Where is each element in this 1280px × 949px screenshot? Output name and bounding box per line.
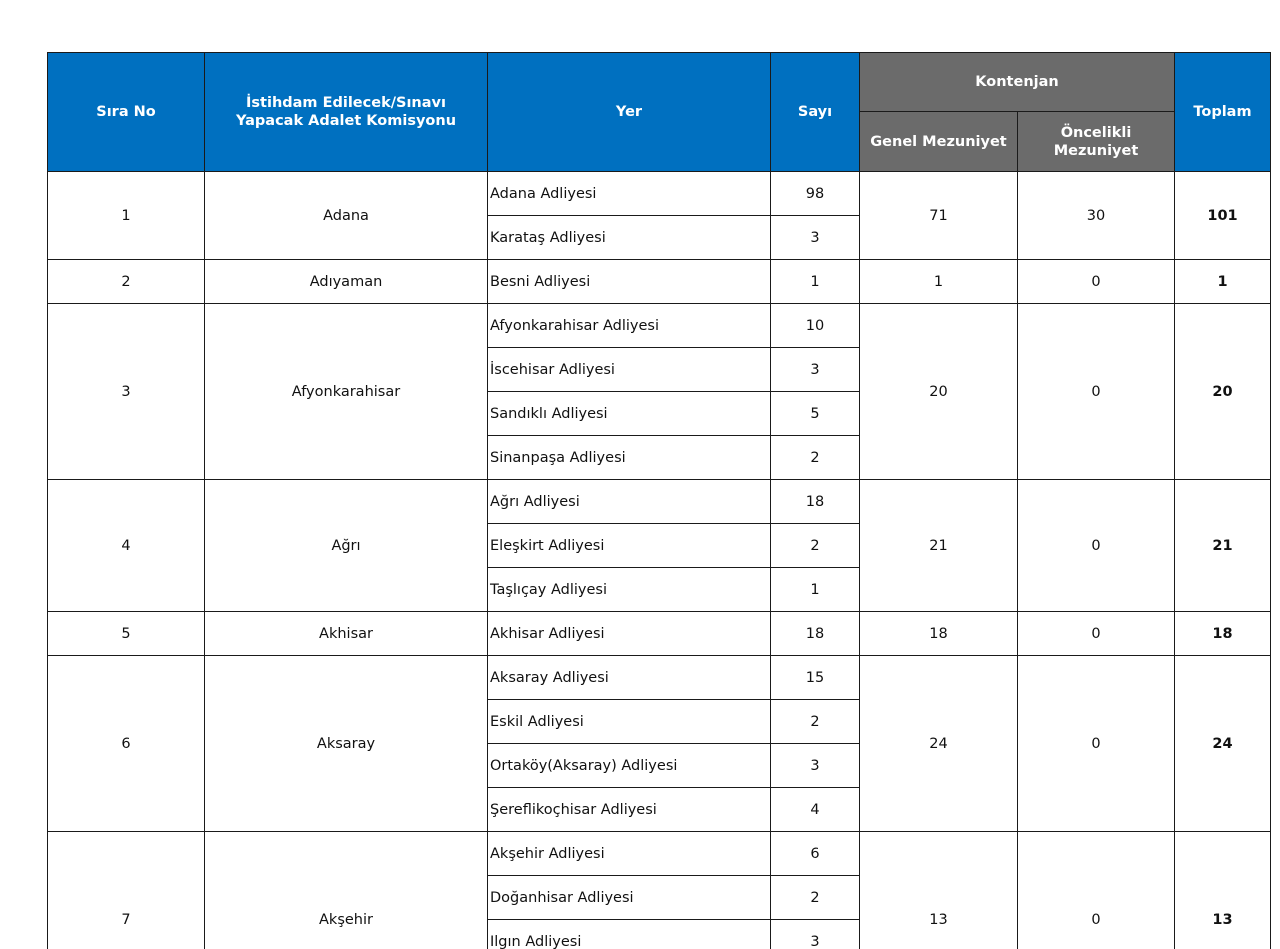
sayi-cell: 2 — [771, 700, 860, 744]
header-sayi: Sayı — [771, 53, 860, 172]
yer-cell: Ortaköy(Aksaray) Adliyesi — [488, 744, 771, 788]
yer-cell: Karataş Adliyesi — [488, 216, 771, 260]
table-row — [48, 612, 1271, 656]
sayi-cell: 2 — [771, 436, 860, 480]
sayi-cell: 3 — [771, 744, 860, 788]
sira-no-cell: 4 — [48, 480, 205, 612]
sayi-cell: 6 — [771, 832, 860, 876]
yer-cell: Afyonkarahisar Adliyesi — [488, 304, 771, 348]
oncelikli-mezuniyet-cell: 0 — [1018, 656, 1175, 832]
sira-no-cell: 6 — [48, 656, 205, 832]
yer-cell: Aksaray Adliyesi — [488, 656, 771, 700]
header-genel-mezuniyet: Genel Mezuniyet — [860, 112, 1018, 172]
sayi-cell: 1 — [771, 260, 860, 304]
yer-cell: Ilgın Adliyesi — [488, 920, 771, 949]
genel-mezuniyet-cell: 13 — [860, 832, 1018, 949]
sayi-cell: 3 — [771, 920, 860, 949]
sayi-cell: 2 — [771, 876, 860, 920]
komisyon-cell: Akhisar — [205, 612, 488, 656]
yer-cell: Sinanpaşa Adliyesi — [488, 436, 771, 480]
oncelikli-mezuniyet-cell: 0 — [1018, 612, 1175, 656]
yer-cell: İscehisar Adliyesi — [488, 348, 771, 392]
sira-no-cell: 1 — [48, 172, 205, 260]
table-row — [48, 832, 1271, 876]
genel-mezuniyet-cell: 24 — [860, 656, 1018, 832]
yer-cell: Şereflikoçhisar Adliyesi — [488, 788, 771, 832]
komisyon-cell: Adana — [205, 172, 488, 260]
genel-mezuniyet-cell: 21 — [860, 480, 1018, 612]
yer-cell: Taşlıçay Adliyesi — [488, 568, 771, 612]
yer-cell: Akşehir Adliyesi — [488, 832, 771, 876]
komisyon-cell: Ağrı — [205, 480, 488, 612]
oncelikli-mezuniyet-cell: 0 — [1018, 480, 1175, 612]
oncelikli-mezuniyet-cell: 0 — [1018, 832, 1175, 949]
table-body — [48, 172, 1271, 949]
sayi-cell: 98 — [771, 172, 860, 216]
sayi-cell: 10 — [771, 304, 860, 348]
yer-cell: Adana Adliyesi — [488, 172, 771, 216]
table-row — [48, 172, 1271, 216]
sayi-cell: 1 — [771, 568, 860, 612]
yer-cell: Eleşkirt Adliyesi — [488, 524, 771, 568]
oncelikli-mezuniyet-cell: 30 — [1018, 172, 1175, 260]
yer-cell: Besni Adliyesi — [488, 260, 771, 304]
header-oncelikli-mezuniyet: Öncelikli Mezuniyet — [1018, 112, 1175, 172]
table-row — [48, 480, 1271, 524]
toplam-cell: 21 — [1175, 480, 1271, 612]
sira-no-cell: 7 — [48, 832, 205, 949]
table-row — [48, 260, 1271, 304]
toplam-cell: 24 — [1175, 656, 1271, 832]
komisyon-cell: Afyonkarahisar — [205, 304, 488, 480]
sayi-cell: 15 — [771, 656, 860, 700]
header-toplam: Toplam — [1175, 53, 1271, 172]
yer-cell: Sandıklı Adliyesi — [488, 392, 771, 436]
toplam-cell: 18 — [1175, 612, 1271, 656]
kontenjan-table — [47, 52, 1271, 949]
table-row — [48, 656, 1271, 700]
oncelikli-mezuniyet-cell: 0 — [1018, 260, 1175, 304]
toplam-cell: 1 — [1175, 260, 1271, 304]
sayi-cell: 18 — [771, 480, 860, 524]
yer-cell: Akhisar Adliyesi — [488, 612, 771, 656]
toplam-cell: 101 — [1175, 172, 1271, 260]
genel-mezuniyet-cell: 71 — [860, 172, 1018, 260]
sayi-cell: 3 — [771, 348, 860, 392]
header-kontenjan: Kontenjan — [860, 53, 1175, 112]
yer-cell: Ağrı Adliyesi — [488, 480, 771, 524]
header-yer: Yer — [488, 53, 771, 172]
genel-mezuniyet-cell: 18 — [860, 612, 1018, 656]
komisyon-cell: Adıyaman — [205, 260, 488, 304]
sayi-cell: 4 — [771, 788, 860, 832]
sayi-cell: 5 — [771, 392, 860, 436]
oncelikli-mezuniyet-cell: 0 — [1018, 304, 1175, 480]
toplam-cell: 20 — [1175, 304, 1271, 480]
toplam-cell: 13 — [1175, 832, 1271, 949]
sira-no-cell: 5 — [48, 612, 205, 656]
genel-mezuniyet-cell: 20 — [860, 304, 1018, 480]
yer-cell: Doğanhisar Adliyesi — [488, 876, 771, 920]
genel-mezuniyet-cell: 1 — [860, 260, 1018, 304]
yer-cell: Eskil Adliyesi — [488, 700, 771, 744]
sira-no-cell: 3 — [48, 304, 205, 480]
sayi-cell: 3 — [771, 216, 860, 260]
komisyon-cell: Akşehir — [205, 832, 488, 949]
sira-no-cell: 2 — [48, 260, 205, 304]
sayi-cell: 18 — [771, 612, 860, 656]
header-sira-no: Sıra No — [48, 53, 205, 172]
komisyon-cell: Aksaray — [205, 656, 488, 832]
header-komisyon: İstihdam Edilecek/Sınavı Yapacak Adalet Komisyonu — [205, 53, 488, 172]
table-row — [48, 304, 1271, 348]
sayi-cell: 2 — [771, 524, 860, 568]
